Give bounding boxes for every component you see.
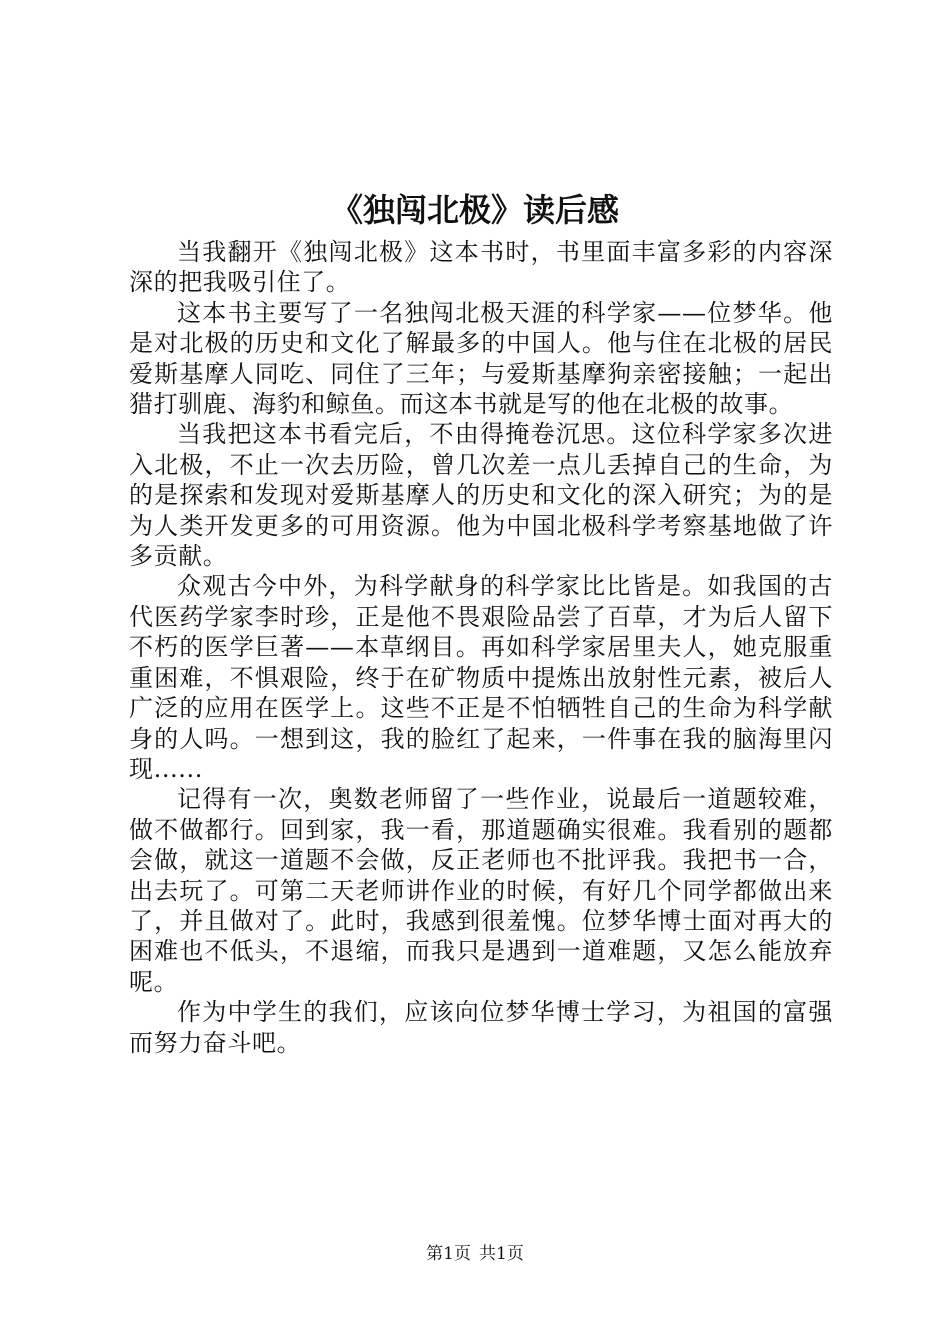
document-body [129,237,833,1058]
paragraph-4: 众观古今中外，为科学献身的科学家比比皆是。如我国的古代医药学家李时珍，正是他不畏艰险品尝了百草，才为后人留下不朽的医学巨著——本草纲目。再如科学家居里夫人，她克服重重困难，不惧艰险，终于在矿物质中提炼出放射性元素，被后人广泛的应用在医学上。这些不正是不怕牺牲自己的生命为科学献身的人吗。一想到这，我的脸红了起来，一件事在我的脑海里闪现...... [129,572,833,783]
page-total: 共1页 [479,1244,524,1264]
paragraph-6: 作为中学生的我们，应该向位梦华博士学习，为祖国的富强而努力奋斗吧。 [129,998,833,1057]
page-footer [0,1243,950,1265]
document-title: 《独闯北极》读后感 [330,191,619,229]
paragraph-5: 记得有一次，奥数老师留了一些作业，说最后一道题较难，做不做都行。回到家，我一看，那道题确实很难。我看别的题都会做，就这一道题不会做，反正老师也不批评我。我把书一合，出去玩了。可第二天老师讲作业的时候，有好几个同学都做出来了，并且做对了。此时，我感到很羞愧。位梦华博士面对再大的困难也不低头，不退缩，而我只是遇到一道难题，又怎么能放弃呢。 [129,785,833,996]
paragraph-3: 当我把这本书看完后，不由得掩卷沉思。这位科学家多次进入北极，不止一次去历险，曾几次差一点儿丢掉自己的生命，为的是探索和发现对爱斯基摩人的历史和文化的深入研究；为的是为人类开发更多的可用资源。他为中国北极科学考察基地做了许多贡献。 [129,420,833,571]
page-number: 第1页 [426,1244,471,1264]
paragraph-2: 这本书主要写了一名独闯北极天涯的科学家——位梦华。他是对北极的历史和文化了解最多的中国人。他与住在北极的居民爱斯基摩人同吃、同住了三年；与爱斯基摩狗亲密接触；一起出猎打驯鹿、海豹和鲸鱼。而这本书就是写的他在北极的故事。 [129,298,833,419]
paragraph-1: 当我翻开《独闯北极》这本书时，书里面丰富多彩的内容深深的把我吸引住了。 [129,238,833,297]
